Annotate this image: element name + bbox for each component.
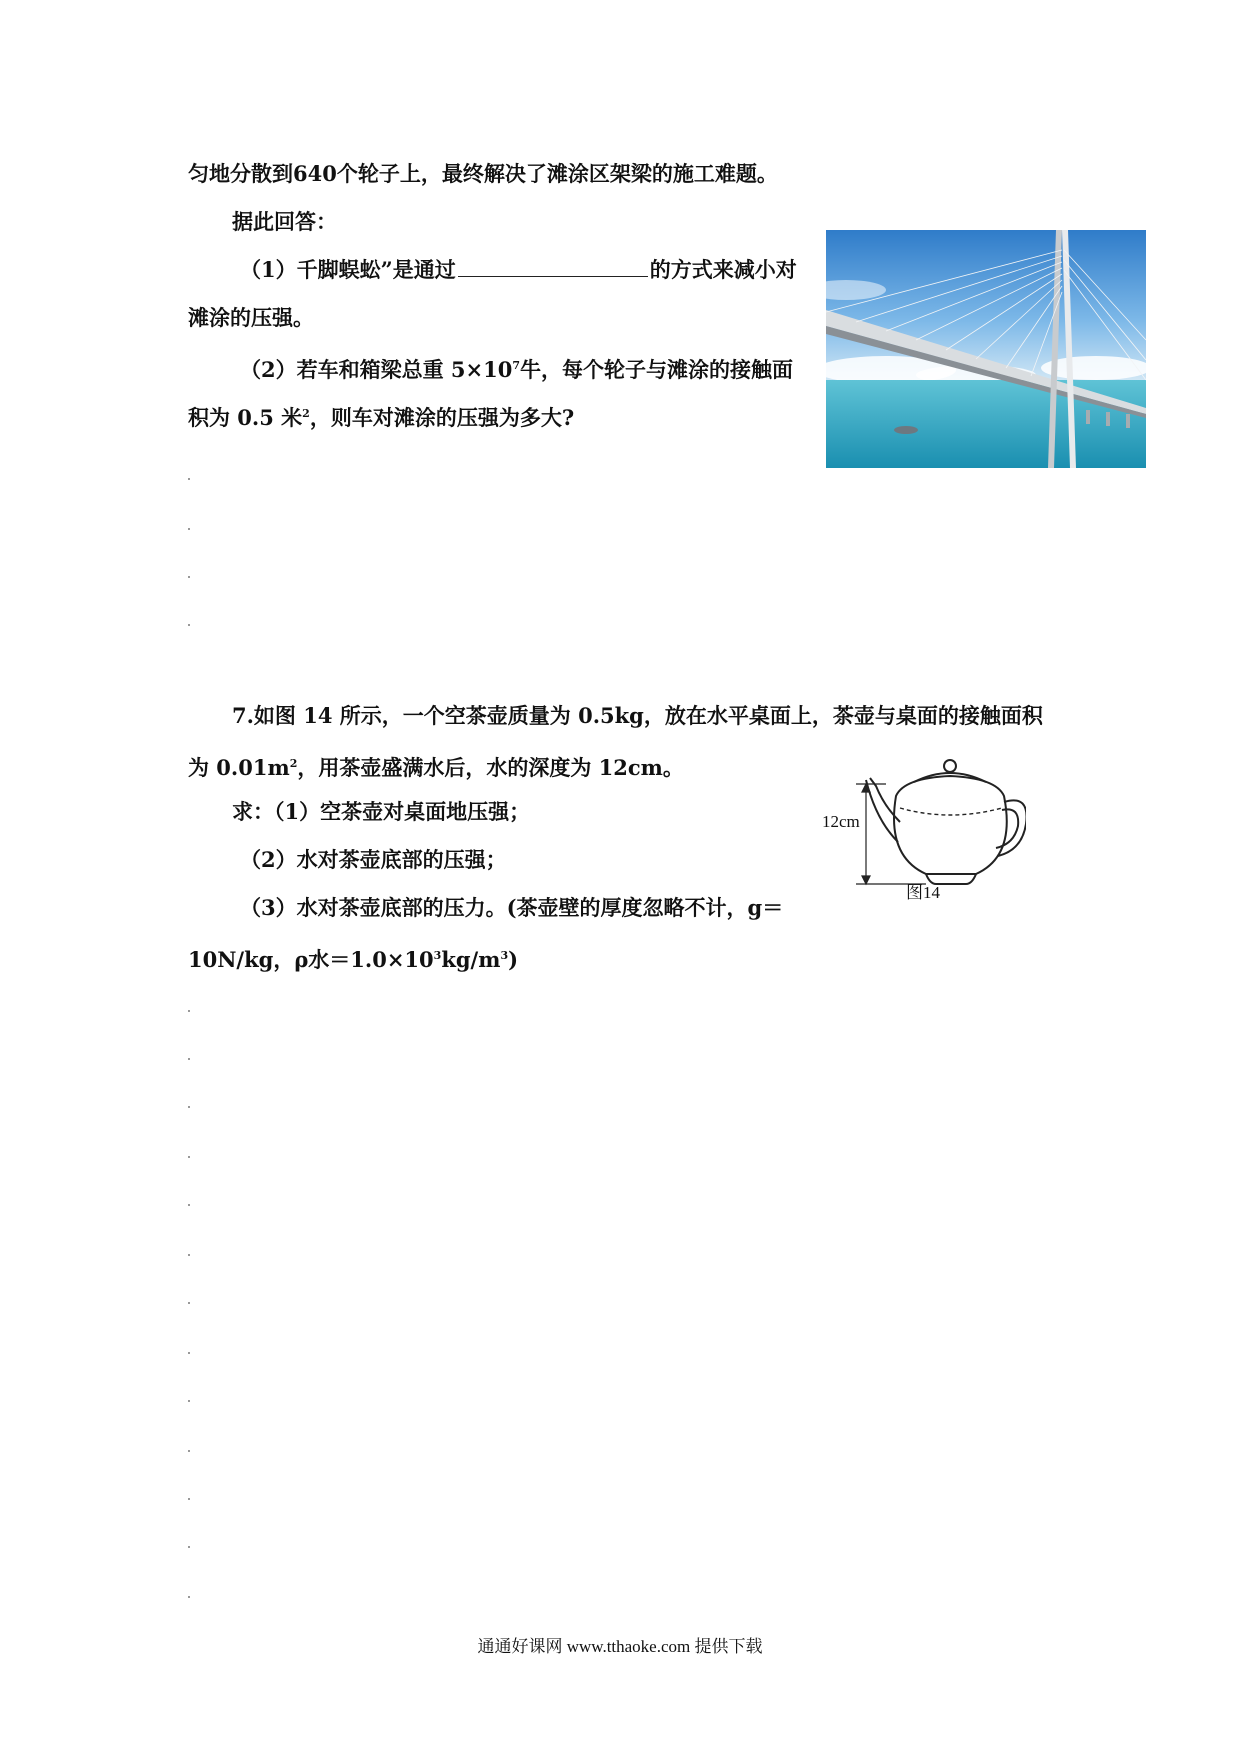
answer-space-marker — [188, 1302, 190, 1304]
answer-space-marker — [188, 1400, 190, 1402]
q6-text-line: 匀地分散到640个轮子上，最终解决了滩涂区架梁的施工难题。 — [188, 161, 778, 186]
answer-space-marker — [188, 478, 190, 480]
q6-sub2-question: ，则车对滩涂的压强为多大? — [309, 405, 575, 430]
answer-space-marker — [188, 624, 190, 626]
q7-constants-b: kg/m — [441, 947, 501, 972]
answer-space-marker — [188, 528, 190, 530]
figure-caption: 图14 — [906, 883, 940, 902]
q7-ask-1: 求：（1）空茶壶对桌面地压强； — [232, 799, 531, 824]
exponent: 2 — [289, 757, 298, 770]
bridge-illustration — [826, 230, 1146, 468]
q6-sub1-text: （1）千脚蜈蚣”是通过 — [240, 257, 456, 282]
q7-area: 为 0.01m — [188, 755, 290, 780]
answer-blank[interactable] — [458, 256, 648, 277]
q6-subquestion-2 — [240, 352, 793, 384]
q7-ask-3: （3）水对茶壶底部的压力。(茶壶壁的厚度忽略不计，g＝ — [240, 895, 784, 920]
page-footer: 通通好课网 www.tthaoke.com 提供下载 — [477, 1637, 763, 1656]
exponent: 3 — [500, 949, 509, 962]
answer-space-marker — [188, 1106, 190, 1108]
exponent: 3 — [433, 949, 442, 962]
answer-space-marker — [188, 1596, 190, 1598]
answer-space-marker — [188, 1546, 190, 1548]
answer-space-marker — [188, 1254, 190, 1256]
answer-space-marker — [188, 1058, 190, 1060]
exponent: 7 — [512, 359, 521, 372]
answer-space-marker — [188, 1010, 190, 1012]
q7-text-line1: 7.如图 14 所示，一个空茶壶质量为 0.5kg，放在水平桌面上，茶壶与桌面的接触面积 — [232, 703, 1043, 728]
answer-space-marker — [188, 1498, 190, 1500]
q7-constants-c: ) — [508, 947, 519, 972]
bridge-photo — [826, 230, 1146, 468]
q6-sub1-continuation: 滩涂的压强。 — [188, 305, 314, 330]
answer-space-marker — [188, 1450, 190, 1452]
q7-ask-2: （2）水对茶壶底部的压强； — [240, 847, 507, 872]
q6-sub2-text-end: 牛，每个轮子与滩涂的接触面 — [520, 357, 794, 382]
q6-sub2-area: 积为 0.5 米 — [188, 405, 303, 430]
q6-prompt: 据此回答： — [232, 209, 337, 234]
q6-subquestion-1 — [240, 256, 797, 284]
answer-space-marker — [188, 1204, 190, 1206]
q7-depth: ，用茶壶盛满水后，水的深度为 12cm。 — [297, 755, 684, 780]
answer-space-marker — [188, 1156, 190, 1158]
q6-sub1-text-end: 的方式来减小对 — [649, 257, 797, 282]
q6-sub2-text: （2）若车和箱梁总重 5×10 — [240, 357, 513, 382]
depth-label: 12cm — [822, 812, 860, 831]
answer-space-marker — [188, 576, 190, 578]
q6-sub2-continuation — [188, 400, 574, 432]
q7-text-line2 — [188, 750, 684, 782]
answer-space-marker — [188, 1352, 190, 1354]
q7-ask-constants — [188, 942, 518, 974]
exponent: 2 — [302, 407, 310, 420]
q7-constants-a: 10N/kg，ρ水＝1.0×10 — [188, 947, 434, 972]
